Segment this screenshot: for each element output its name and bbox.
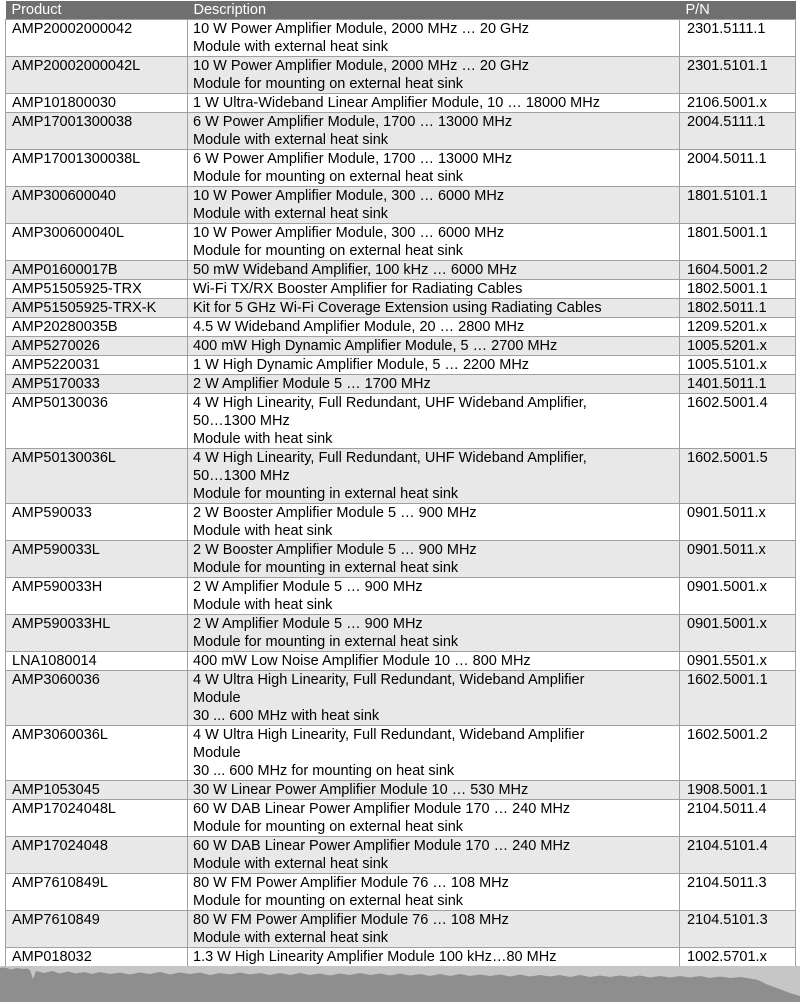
table-row [6, 280, 796, 299]
pn-cell: 1801.5101.1 [680, 187, 796, 224]
description-cell [188, 615, 680, 652]
description-line: 50…1300 MHz [193, 413, 290, 429]
description-cell [188, 356, 680, 375]
table-row [6, 504, 796, 541]
description-line: 2 W Amplifier Module 5 … 900 MHz [193, 579, 423, 595]
description-line: Module with external heat sink [193, 206, 389, 222]
description-cell [188, 541, 680, 578]
table-row [6, 94, 796, 113]
table-row [6, 911, 796, 948]
description-line: 30 ... 600 MHz for mounting on heat sink [193, 763, 455, 779]
pn-cell: 1401.5011.1 [680, 375, 796, 394]
description-cell [188, 449, 680, 504]
description-line: 10 W Power Amplifier Module, 2000 MHz … 20 GHz [193, 58, 530, 74]
table-row [6, 837, 796, 874]
description-line: Module with external heat sink [193, 856, 389, 872]
description-line: 2 W Booster Amplifier Module 5 … 900 MHz [193, 542, 477, 558]
description-line: 400 mW High Dynamic Amplifier Module, 5 … 2700 MHz [193, 338, 558, 354]
product-cell: AMP590033 [6, 504, 188, 541]
pn-cell: 1209.5201.x [680, 318, 796, 337]
product-cell: AMP590033H [6, 578, 188, 615]
product-cell: AMP018032 [6, 948, 188, 967]
pn-cell: 2104.5101.3 [680, 911, 796, 948]
description-line: 50 mW Wideband Amplifier, 100 kHz … 6000 MHz [193, 262, 517, 278]
pn-cell: 1802.5011.1 [680, 299, 796, 318]
table-row [6, 781, 796, 800]
pn-cell: 1005.5201.x [680, 337, 796, 356]
description-line: Module with heat sink [193, 597, 333, 613]
table-row [6, 726, 796, 781]
description-cell [188, 781, 680, 800]
table-row [6, 20, 796, 57]
description-line: 2 W Amplifier Module 5 … 1700 MHz [193, 376, 431, 392]
table-row [6, 299, 796, 318]
description-line: Module with external heat sink [193, 39, 389, 55]
product-cell: AMP7610849 [6, 911, 188, 948]
product-cell: AMP101800030 [6, 94, 188, 113]
table-row [6, 187, 796, 224]
description-line: 1.3 W High Linearity Amplifier Module 100 kHz…80 MHz [193, 949, 557, 965]
pn-cell: 0901.5011.x [680, 504, 796, 541]
product-cell: AMP5170033 [6, 375, 188, 394]
product-cell: AMP3060036L [6, 726, 188, 781]
description-line: 80 W FM Power Amplifier Module 76 … 108 MHz [193, 912, 509, 928]
description-line: Wi-Fi TX/RX Booster Amplifier for Radiating Cables [193, 281, 523, 297]
product-cell: AMP50130036L [6, 449, 188, 504]
pn-cell: 2004.5111.1 [680, 113, 796, 150]
description-line: 400 mW Low Noise Amplifier Module 10 … 800 MHz [193, 653, 531, 669]
description-cell [188, 299, 680, 318]
description-cell [188, 800, 680, 837]
table-row [6, 541, 796, 578]
product-cell: AMP300600040 [6, 187, 188, 224]
product-cell: AMP01600017B [6, 261, 188, 280]
description-line: 4.5 W Wideband Amplifier Module, 20 … 2800 MHz [193, 319, 525, 335]
pn-cell: 1602.5001.2 [680, 726, 796, 781]
pn-cell: 2301.5101.1 [680, 57, 796, 94]
product-cell: AMP17024048 [6, 837, 188, 874]
pn-cell: 2104.5101.4 [680, 837, 796, 874]
table-row [6, 356, 796, 375]
description-cell [188, 150, 680, 187]
description-cell [188, 671, 680, 726]
description-line: 4 W Ultra High Linearity, Full Redundant, Wideband Amplifier [193, 727, 585, 743]
product-cell: AMP50130036 [6, 394, 188, 449]
pn-cell: 2106.5001.x [680, 94, 796, 113]
description-cell [188, 57, 680, 94]
product-cell: AMP17001300038 [6, 113, 188, 150]
table-row [6, 615, 796, 652]
table-row [6, 874, 796, 911]
description-line: Module [193, 745, 241, 761]
pn-cell: 1002.5701.x [680, 948, 796, 967]
table-row [6, 800, 796, 837]
description-line: 80 W FM Power Amplifier Module 76 … 108 MHz [193, 875, 509, 891]
description-line: 4 W High Linearity, Full Redundant, UHF Wideband Amplifier, [193, 395, 587, 411]
table-row [6, 449, 796, 504]
product-cell: AMP590033L [6, 541, 188, 578]
products-table [5, 1, 796, 967]
description-cell [188, 504, 680, 541]
table-row [6, 261, 796, 280]
description-cell [188, 261, 680, 280]
products-table-body [6, 20, 796, 967]
pn-cell: 1005.5101.x [680, 356, 796, 375]
table-row [6, 948, 796, 967]
product-cell: AMP17001300038L [6, 150, 188, 187]
description-cell [188, 113, 680, 150]
pn-cell: 2104.5011.4 [680, 800, 796, 837]
description-line: Kit for 5 GHz Wi-Fi Coverage Extension using Radiating Cables [193, 300, 602, 316]
table-row [6, 578, 796, 615]
pn-cell: 1604.5001.2 [680, 261, 796, 280]
product-cell: AMP17024048L [6, 800, 188, 837]
description-line: 10 W Power Amplifier Module, 2000 MHz … 20 GHz [193, 21, 530, 37]
description-line: 2 W Amplifier Module 5 … 900 MHz [193, 616, 423, 632]
description-line: Module for mounting in external heat sink [193, 634, 459, 650]
description-line: 50…1300 MHz [193, 468, 290, 484]
product-cell: AMP20280035B [6, 318, 188, 337]
column-header-product: Product [6, 1, 188, 20]
description-line: 60 W DAB Linear Power Amplifier Module 170 … 240 MHz [193, 801, 571, 817]
product-cell: LNA1080014 [6, 652, 188, 671]
pn-cell: 1602.5001.5 [680, 449, 796, 504]
table-header-row [6, 1, 796, 20]
description-line: Module for mounting on external heat sink [193, 243, 464, 259]
product-cell: AMP7610849L [6, 874, 188, 911]
description-line: 2 W Booster Amplifier Module 5 … 900 MHz [193, 505, 477, 521]
description-line: 60 W DAB Linear Power Amplifier Module 170 … 240 MHz [193, 838, 571, 854]
column-header-description: Description [188, 1, 680, 20]
description-cell [188, 318, 680, 337]
pn-cell: 2004.5011.1 [680, 150, 796, 187]
product-cell: AMP20002000042 [6, 20, 188, 57]
product-cell: AMP51505925-TRX-K [6, 299, 188, 318]
description-cell [188, 337, 680, 356]
table-row [6, 394, 796, 449]
product-cell: AMP51505925-TRX [6, 280, 188, 299]
pn-cell: 1801.5001.1 [680, 224, 796, 261]
product-cell: AMP3060036 [6, 671, 188, 726]
description-line: Module with heat sink [193, 523, 333, 539]
table-row [6, 337, 796, 356]
description-cell [188, 578, 680, 615]
table-row [6, 652, 796, 671]
description-cell [188, 20, 680, 57]
product-cell: AMP5270026 [6, 337, 188, 356]
table-row [6, 150, 796, 187]
description-cell [188, 652, 680, 671]
description-line: Module for mounting on external heat sink [193, 76, 464, 92]
table-row [6, 671, 796, 726]
description-line: 4 W Ultra High Linearity, Full Redundant, Wideband Amplifier [193, 672, 585, 688]
description-cell [188, 911, 680, 948]
description-cell [188, 948, 680, 967]
description-line: Module for mounting on external heat sink [193, 819, 464, 835]
column-header-pn: P/N [680, 1, 796, 20]
description-line: 10 W Power Amplifier Module, 300 … 6000 MHz [193, 225, 505, 241]
pn-cell: 0901.5001.x [680, 578, 796, 615]
pn-cell: 1802.5001.1 [680, 280, 796, 299]
description-line: 10 W Power Amplifier Module, 300 … 6000 MHz [193, 188, 505, 204]
description-line: 6 W Power Amplifier Module, 1700 … 13000 MHz [193, 151, 513, 167]
pn-cell: 2104.5011.3 [680, 874, 796, 911]
description-line: 30 ... 600 MHz with heat sink [193, 708, 380, 724]
product-cell: AMP590033HL [6, 615, 188, 652]
product-cell: AMP300600040L [6, 224, 188, 261]
product-cell: AMP5220031 [6, 356, 188, 375]
table-row [6, 57, 796, 94]
pn-cell: 0901.5011.x [680, 541, 796, 578]
pn-cell: 1908.5001.1 [680, 781, 796, 800]
description-line: 4 W High Linearity, Full Redundant, UHF Wideband Amplifier, [193, 450, 587, 466]
description-line: Module for mounting in external heat sink [193, 560, 459, 576]
table-row [6, 375, 796, 394]
description-cell [188, 224, 680, 261]
pn-cell: 1602.5001.4 [680, 394, 796, 449]
table-row [6, 318, 796, 337]
product-cell: AMP20002000042L [6, 57, 188, 94]
description-cell [188, 280, 680, 299]
description-line: 1 W Ultra-Wideband Linear Amplifier Module, 10 … 18000 MHz [193, 95, 600, 111]
description-cell [188, 375, 680, 394]
table-row [6, 113, 796, 150]
description-cell [188, 837, 680, 874]
pn-cell: 1602.5001.1 [680, 671, 796, 726]
description-cell [188, 187, 680, 224]
description-line: Module with heat sink [193, 431, 333, 447]
product-cell: AMP1053045 [6, 781, 188, 800]
pn-cell: 2301.5111.1 [680, 20, 796, 57]
pn-cell: 0901.5501.x [680, 652, 796, 671]
description-line: 6 W Power Amplifier Module, 1700 … 13000 MHz [193, 114, 513, 130]
table-row [6, 224, 796, 261]
description-cell [188, 394, 680, 449]
torn-edge [0, 966, 800, 1002]
description-cell [188, 874, 680, 911]
description-line: 1 W High Dynamic Amplifier Module, 5 … 2200 MHz [193, 357, 530, 373]
description-line: Module with external heat sink [193, 132, 389, 148]
description-cell [188, 726, 680, 781]
description-line: 30 W Linear Power Amplifier Module 10 … 530 MHz [193, 782, 529, 798]
description-line: Module for mounting on external heat sink [193, 893, 464, 909]
description-cell [188, 94, 680, 113]
description-line: Module [193, 690, 241, 706]
description-line: Module for mounting in external heat sink [193, 486, 459, 502]
description-line: Module for mounting on external heat sink [193, 169, 464, 185]
pn-cell: 0901.5001.x [680, 615, 796, 652]
description-line: Module with external heat sink [193, 930, 389, 946]
